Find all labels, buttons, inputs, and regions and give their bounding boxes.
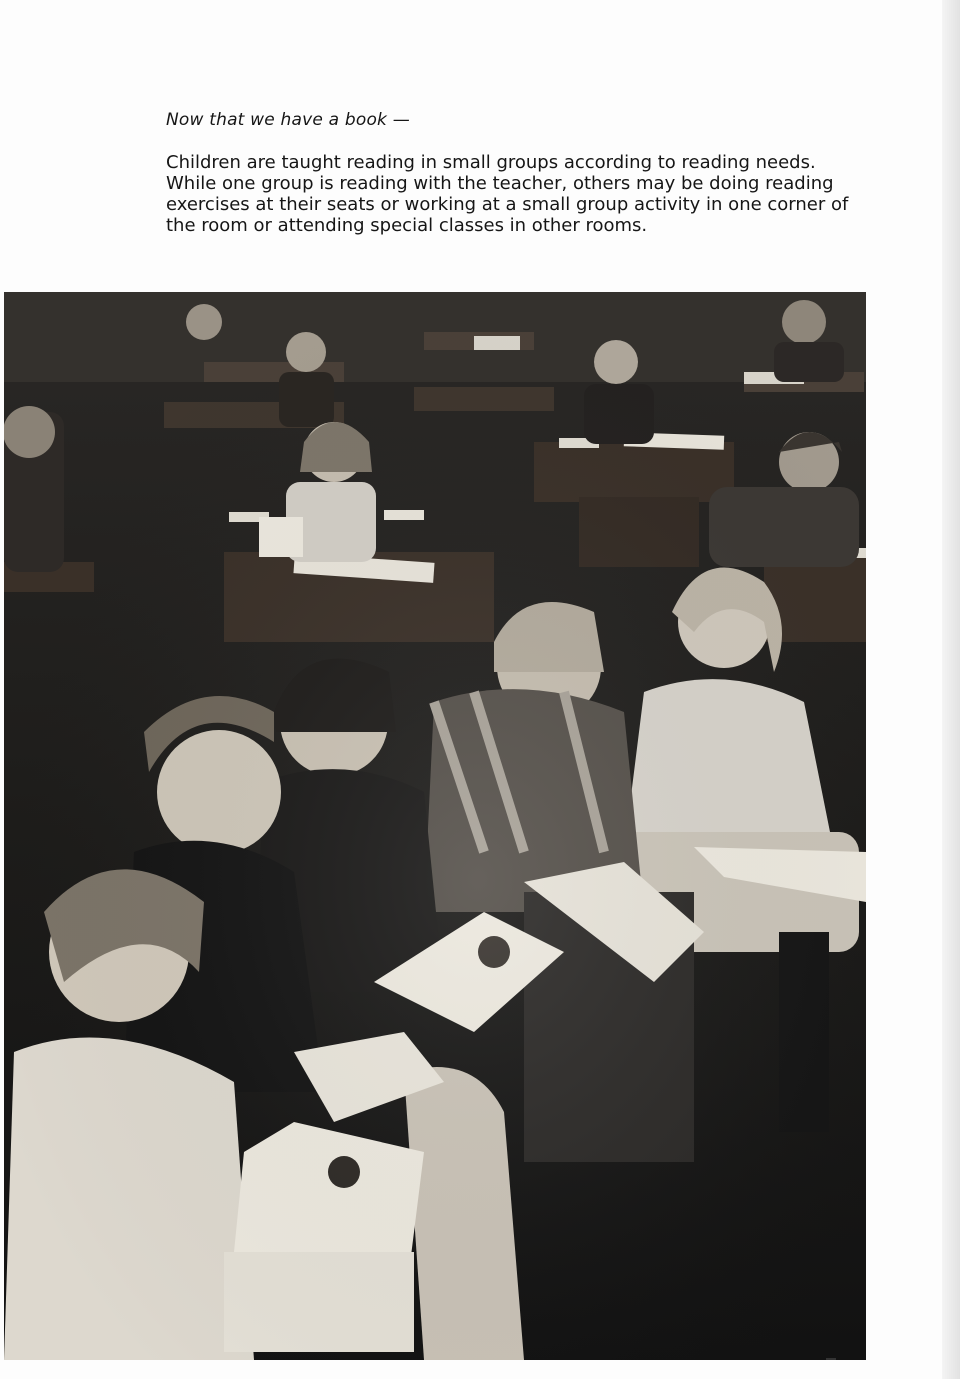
page-heading: Now that we have a book —	[166, 110, 410, 130]
lighting-overlay	[4, 292, 866, 1360]
caption-line: While one group is reading with the teacher, others may be doing reading	[166, 173, 834, 194]
caption-paragraph	[166, 152, 866, 236]
classroom-photo-illustration	[4, 292, 866, 1360]
page-edge-shadow	[942, 0, 960, 1379]
caption-line: exercises at their seats or working at a small group activity in one corner of	[166, 194, 849, 215]
classroom-photo	[4, 292, 866, 1360]
page-mark	[826, 1358, 836, 1360]
caption-line: the room or attending special classes in other rooms.	[166, 215, 648, 236]
caption-line: Children are taught reading in small groups according to reading needs.	[166, 152, 816, 173]
